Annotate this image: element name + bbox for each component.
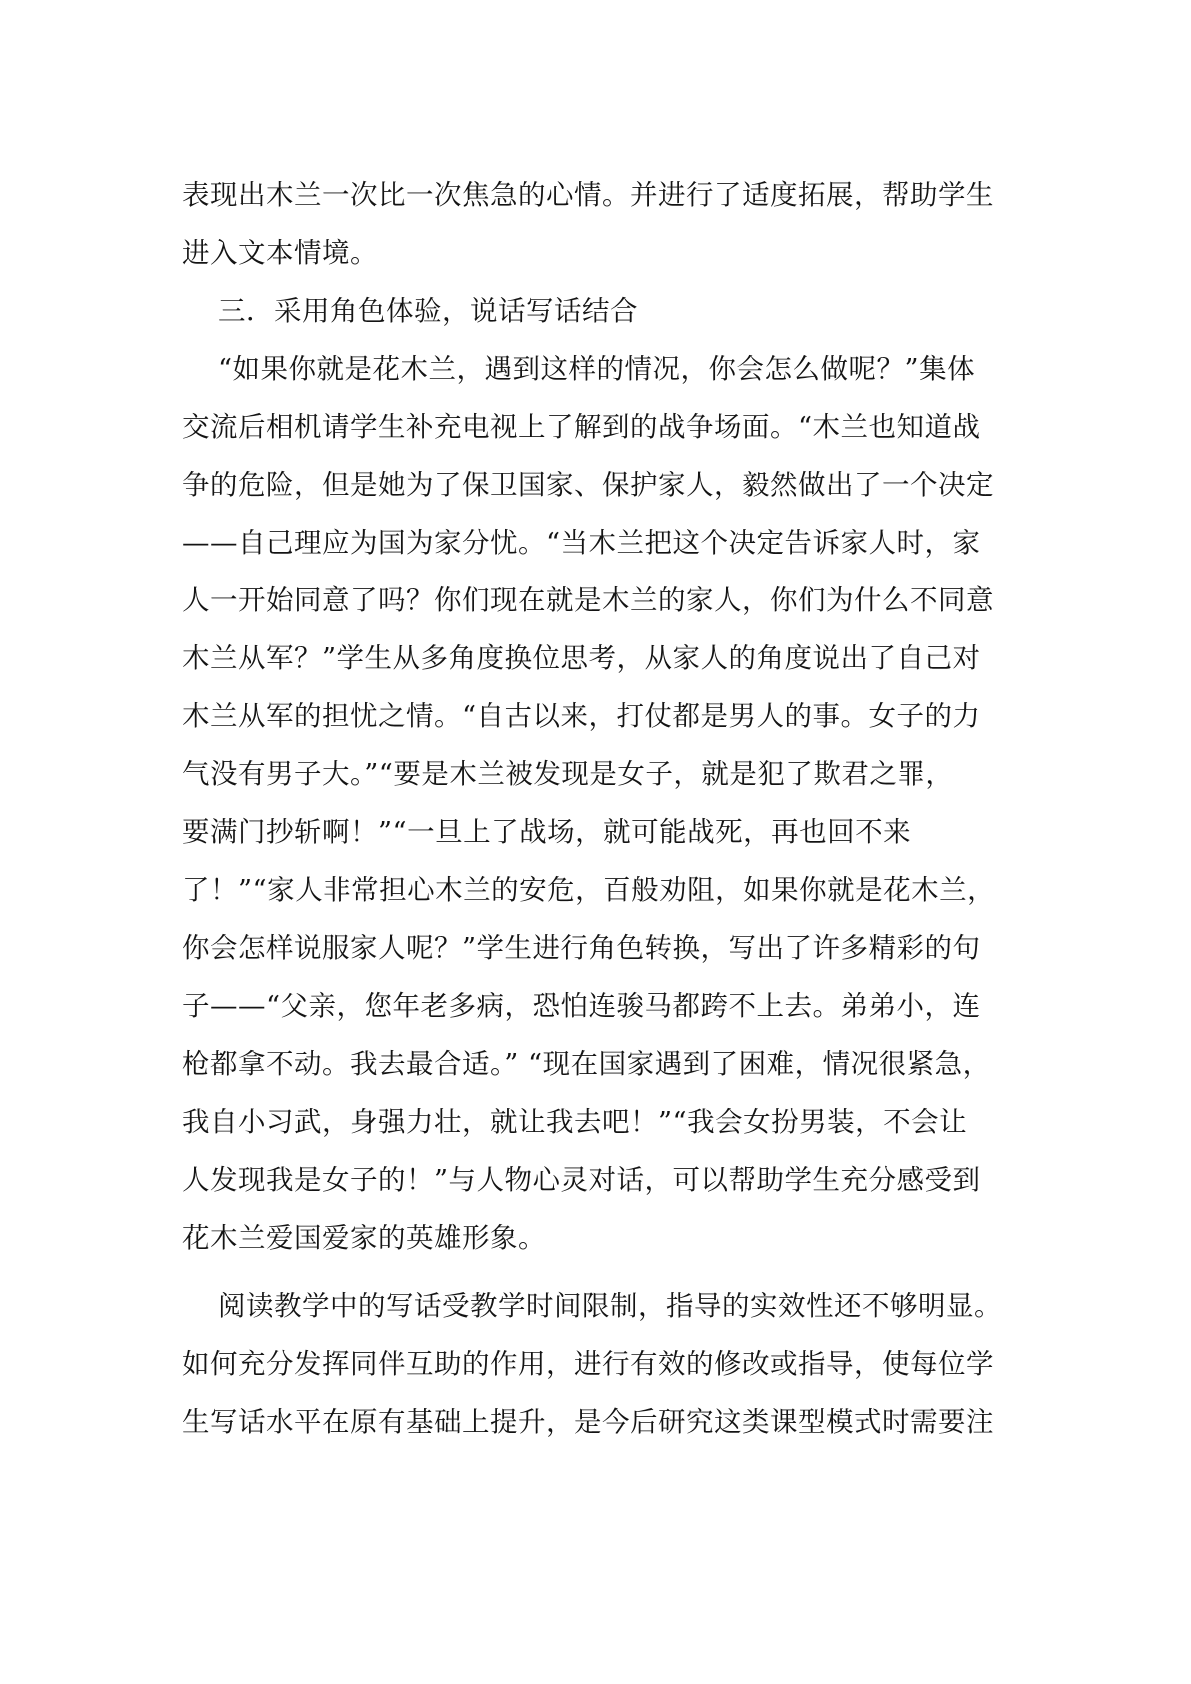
text-line: 气没有男子大。”“要是木兰被发现是女子，就是犯了欺君之罪， [182,758,954,790]
text-line: 要满门抄斩啊！”“一旦上了战场，就可能战死，再也回不来 [182,816,912,848]
text-line: 枪都拿不动。我去最合适。” “现在国家遇到了困难，情况很紧急， [182,1048,991,1080]
text-line: 人一开始同意了吗？你们现在就是木兰的家人，你们为什么不同意 [182,584,994,616]
paragraph-start: “如果你就是花木兰，遇到这样的情况，你会怎么做呢？”集体 [218,353,976,385]
text-line: 子——“父亲，您年老多病，恐怕连骏马都跨不上去。弟弟小，连 [182,990,981,1022]
text-line: 生写话水平在原有基础上提升，是今后研究这类课型模式时需要注 [182,1406,994,1438]
section-heading: 三．采用角色体验，说话写话结合 [218,295,638,327]
paragraph-start: 阅读教学中的写话受教学时间限制，指导的实效性还不够明显。 [218,1290,1002,1322]
text-line: 我自小习武，身强力壮，就让我去吧！”“我会女扮男装，不会让 [182,1106,968,1138]
text-line: 人发现我是女子的！”与人物心灵对话，可以帮助学生充分感受到 [182,1164,981,1196]
text-line: 了！”“家人非常担心木兰的安危，百般劝阻，如果你就是花木兰， [182,874,996,906]
text-line: 交流后相机请学生补充电视上了解到的战争场面。“木兰也知道战 [182,411,981,443]
text-line: 木兰从军？”学生从多角度换位思考，从家人的角度说出了自己对 [182,642,981,674]
text-line: 表现出木兰一次比一次焦急的心情。并进行了适度拓展，帮助学生 [182,179,994,211]
text-line: 木兰从军的担忧之情。“自古以来，打仗都是男人的事。女子的力 [182,700,981,732]
text-line: 进入文本情境。 [182,237,378,269]
text-line: 你会怎样说服家人呢？”学生进行角色转换，写出了许多精彩的句 [182,932,981,964]
text-line: 花木兰爱国爱家的英雄形象。 [182,1222,546,1254]
text-line: ——自己理应为国为家分忧。“当木兰把这个决定告诉家人时，家 [182,527,981,559]
text-line: 如何充分发挥同伴互助的作用，进行有效的修改或指导，使每位学 [182,1348,994,1380]
text-line: 争的危险，但是她为了保卫国家、保护家人，毅然做出了一个决定 [182,469,994,501]
